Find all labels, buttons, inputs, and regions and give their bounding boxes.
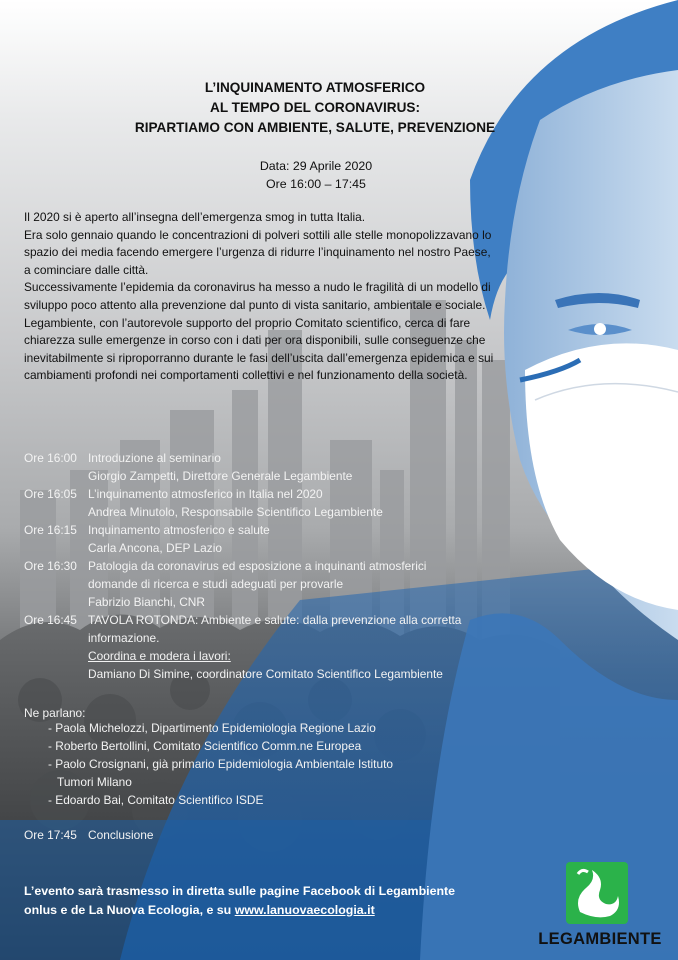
title-line: L’INQUINAMENTO ATMOSFERICO — [204, 80, 426, 95]
speaker-item-continued: Tumori Milano — [57, 775, 132, 789]
intro-paragraph: Legambiente, con l’autorevole supporto del proprio Comitato scientifico, cerca di fare chiarezza sulle emergenze in corso con i dati per ora disponibili, sulle conseguenze che inevitabilmente si riproporranno durante le fasi dell’uscita dall’emergenza epidemica e sui cambiamenti profondi nei comportamenti collettivi e nel funzionamento della società. — [24, 315, 494, 383]
website-link[interactable]: www.lanuovaecologia.it — [234, 903, 375, 917]
title-line: AL TEMPO DEL CORONAVIRUS: — [210, 100, 420, 115]
speakers-heading: Ne parlano: — [24, 706, 86, 720]
broadcast-line: L’evento sarà trasmesso in diretta sulle pagine Facebook di Legambiente — [24, 884, 456, 898]
intro-paragraph: Era solo gennaio quando le concentrazioni di polveri sottili alle stelle monopolizzavano lo spazio dei media facendo emergere l’urgenza di ridurre l’inquinamento nel nostro Paese, a cominciare dalle città. — [24, 227, 492, 277]
broadcast-prefix: onlus e de La Nuova Ecologia, e su — [24, 903, 235, 917]
event-date — [186, 158, 446, 193]
program-closing — [24, 826, 153, 844]
program-topic: Patologia da coronavirus ed esposizione a inquinanti atmosferici — [88, 559, 427, 573]
program-time: Ore 17:45 — [24, 828, 77, 842]
program-speaker: Andrea Minutolo, Responsabile Scientifico Legambiente — [88, 505, 383, 519]
program-speaker: Fabrizio Bianchi, CNR — [88, 595, 205, 609]
program-item — [24, 449, 494, 485]
date-label: Data: 29 Aprile 2020 — [259, 159, 373, 173]
moderator-label: Coordina e modera i lavori: — [88, 649, 231, 663]
program-time: Ore 16:45 — [24, 613, 77, 627]
program-time: Ore 16:05 — [24, 487, 77, 501]
title-line: RIPARTIAMO CON AMBIENTE, SALUTE, PREVENZIONE — [134, 120, 496, 135]
program-topic: domande di ricerca e studi adeguati per provarle — [88, 577, 344, 591]
speaker-item: - Roberto Bertollini, Comitato Scientifico Comm.ne Europea — [48, 739, 362, 753]
legambiente-logo — [530, 858, 670, 948]
speaker-item: - Paolo Crosignani, già primario Epidemiologia Ambientale Istituto — [48, 757, 394, 771]
program-topic: L’inquinamento atmosferico in Italia nel 2020 — [88, 487, 323, 501]
event-title — [120, 78, 510, 138]
program-topic: TAVOLA ROTONDA: Ambiente e salute: dalla prevenzione alla corretta informazione. — [88, 613, 462, 645]
intro-text — [24, 209, 494, 385]
program-item — [24, 485, 494, 521]
broadcast-note — [24, 882, 464, 920]
intro-paragraph: Il 2020 si è aperto all’insegna dell’emergenza smog in tutta Italia. — [24, 210, 366, 224]
legambiente-swan-logo-icon — [530, 858, 670, 930]
broadcast-line — [24, 901, 464, 920]
program-time: Ore 16:15 — [24, 523, 77, 537]
speaker-item: - Paola Michelozzi, Dipartimento Epidemiologia Regione Lazio — [48, 721, 376, 735]
program-speaker: Giorgio Zampetti, Direttore Generale Legambiente — [88, 469, 353, 483]
time-range: Ore 16:00 – 17:45 — [266, 176, 366, 191]
program-item — [24, 521, 494, 557]
closing-label: Conclusione — [88, 828, 154, 842]
program-time: Ore 16:00 — [24, 451, 77, 465]
program-schedule — [24, 449, 494, 683]
logo-text: LEGAMBIENTE — [538, 930, 662, 948]
program-time: Ore 16:30 — [24, 559, 77, 573]
program-speaker: Damiano Di Simine, coordinatore Comitato Scientifico Legambiente — [88, 667, 443, 681]
speakers-list — [48, 719, 468, 809]
program-speaker: Carla Ancona, DEP Lazio — [88, 541, 222, 555]
speaker-item: - Edoardo Bai, Comitato Scientifico ISDE — [48, 793, 264, 807]
program-topic: Inquinamento atmosferico e salute — [88, 523, 270, 537]
program-topic: Introduzione al seminario — [88, 451, 221, 465]
program-item — [24, 557, 494, 611]
program-item — [24, 611, 494, 683]
intro-paragraph: Successivamente l’epidemia da coronavirus ha messo a nudo le fragilità di un modello di sviluppo poco attento alla prevenzione dal punto di vista sanitario, ambientale e sociale. — [24, 280, 491, 312]
